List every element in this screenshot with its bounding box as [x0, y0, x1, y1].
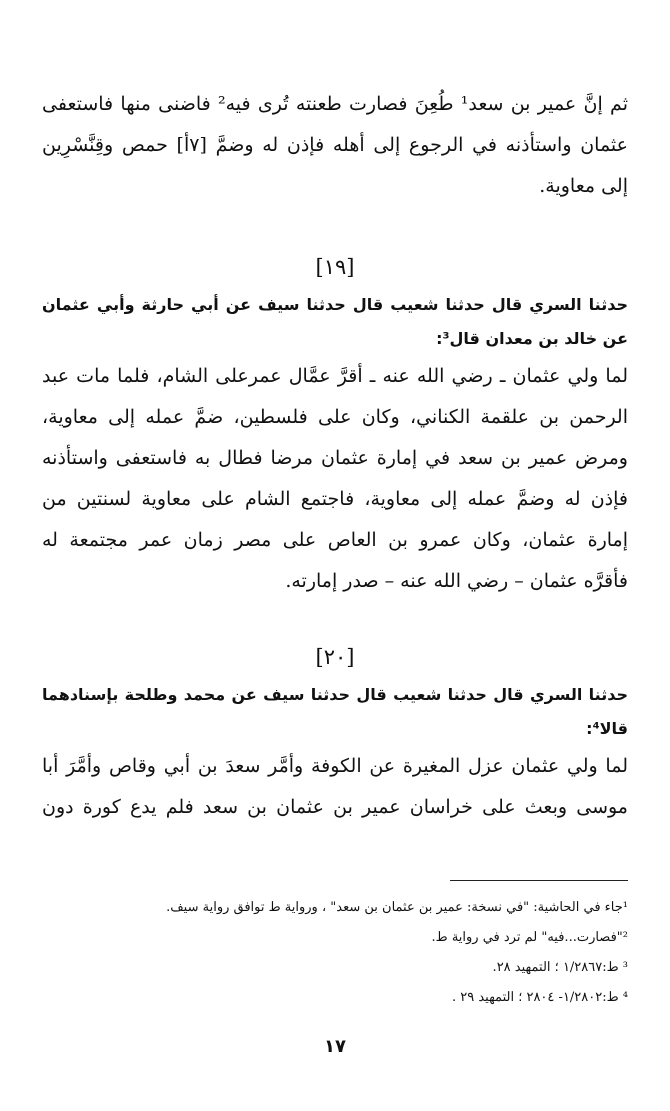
text-line: إلى معاوية. [539, 175, 628, 197]
sanad-line: حدثنا السري قال حدثنا شعيب قال حدثنا سيف عن محمد وطلحة بإسنادهما [42, 685, 628, 704]
footnote-3: ³ ط:١/٢٨٦٧ ؛ التمهيد ٢٨. [492, 960, 628, 975]
sanad-20 [42, 678, 628, 746]
section-number-19: [١٩] [315, 255, 355, 279]
text-line: عثمان واستأذنه في الرجوع إلى أهله فإذن له وضمَّ [٧أ] حمص وقِنَّسْرِين [42, 134, 628, 156]
text-line: ثم إنَّ عمير بن سعد¹ طُعِنَ فصارت طعنته تُرى فيه² فاضنى منها فاستعفى [42, 93, 628, 115]
sanad-line: عن خالد بن معدان قال³: [436, 329, 628, 348]
footnote-4: ⁴ ط:١/٢٨٠٢- ٢٨٠٤ ؛ التمهيد ٢٩ . [451, 990, 628, 1005]
text-line: فأقرَّه عثمان – رضي الله عنه – صدر إمارته. [285, 570, 628, 592]
section-19-body [42, 356, 628, 602]
footnote-1: ¹جاء في الحاشية: "في نسخة: عمير بن عثمان بن سعد" ، ورواية ط توافق رواية سيف. [166, 900, 628, 915]
section-20-body [42, 746, 628, 828]
sanad-line: حدثنا السري قال حدثنا شعيب قال حدثنا سيف عن أبي حارثة وأبي عثمان [42, 295, 628, 314]
text-line: الرحمن بن علقمة الكناني، وكان على فلسطين، ضمَّ عمله إلى معاوية، [42, 406, 628, 428]
footnote-2: ²"فصارت...فيه" لم ترد في رواية ط. [431, 930, 628, 945]
text-line: فإذن له وضمَّ عمله إلى معاوية، فاجتمع الشام على معاوية لسنتين من [42, 488, 628, 510]
footnotes [42, 893, 628, 1013]
text-line: موسى وبعث على خراسان عمير بن عثمان بن سعد فلم يدع كورة دون [42, 796, 628, 818]
text-line: لما ولي عثمان عزل المغيرة عن الكوفة وأمَّر سعدَ بن أبي وقاص وأمَّرَ أبا [42, 755, 628, 777]
section-number-20: [٢٠] [315, 645, 355, 669]
text-line: إمارة عثمان، وكان عمرو بن العاص على مصر زمان عمر مجتمعة له [42, 529, 628, 551]
footnote-divider [450, 880, 628, 881]
text-line: ومرض عمير بن سعد في إمارة عثمان مرضا فطال به فاستعفى واستأذنه [42, 447, 628, 469]
text-line: لما ولي عثمان ـ رضي الله عنه ـ أقرَّ عمَّال عمرعلى الشام، فلما مات عبد [42, 365, 628, 387]
page-number: ١٧ [324, 1036, 346, 1057]
sanad-19 [42, 288, 628, 356]
sanad-line: قالا⁴: [586, 719, 628, 738]
opening-paragraph [42, 84, 628, 207]
